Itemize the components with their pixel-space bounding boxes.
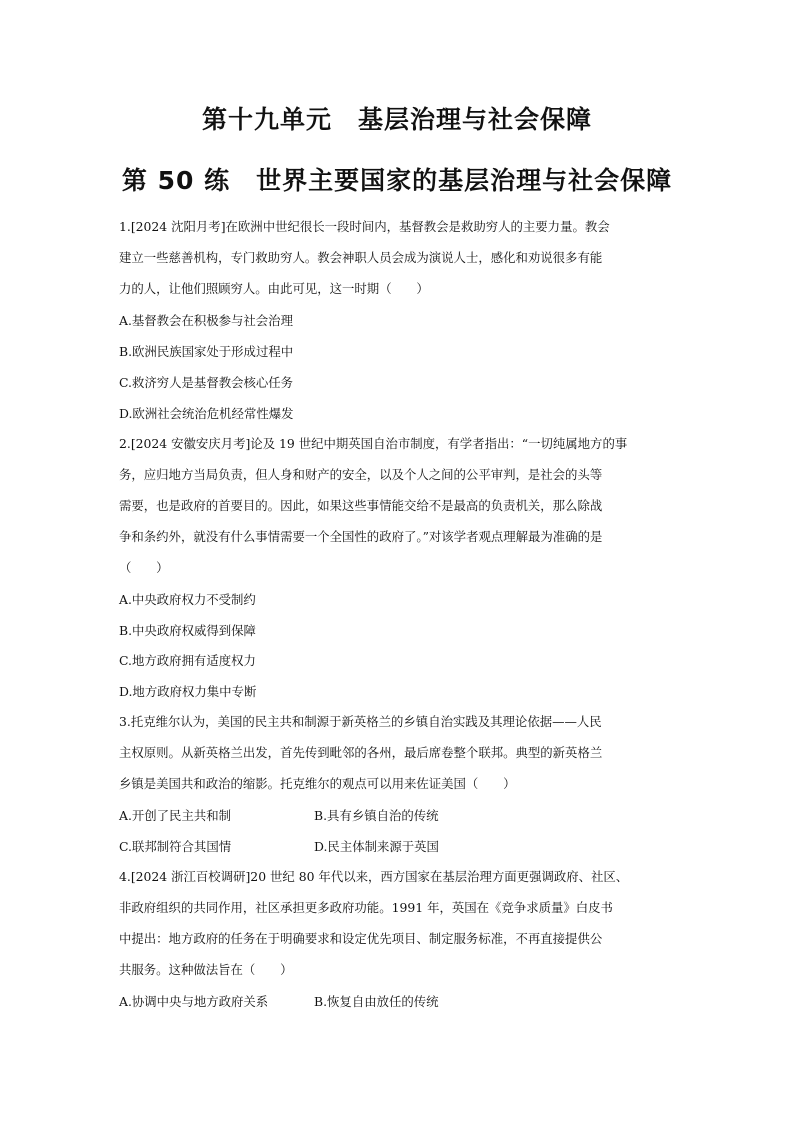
question-4-stem [119,861,675,985]
question-1-stem [119,211,675,304]
question-line: 力的人，让他们照顾穷人。由此可见，这一时期（ ） [119,281,429,296]
question-2-stem [119,428,675,583]
question-2-option-c: C.地方政府拥有适度权力 [119,653,256,668]
question-1-option-c: C.救济穷人是基督教会核心任务 [119,375,294,390]
question-3-option-b: B.具有乡镇自治的传统 [314,808,439,823]
question-line: 中提出：地方政府的任务在于明确要求和设定优先项目、制定服务标准，不再直接提供公 [119,931,603,946]
question-3-option-c: C.联邦制符合其国情 [119,839,232,854]
question-line: 4.[2024 浙江百校调研]20 世纪 80 年代以来，西方国家在基层治理方面更强调政府、社区、 [119,869,629,884]
question-line: 需要，也是政府的首要目的。因此，如果这些事情能交给不是最高的负责机关，那么除战 [119,498,603,513]
question-3-option-d: D.民主体制来源于英国 [314,839,439,854]
unit-title: 第十九单元 基层治理与社会保障 [201,105,592,134]
question-line: 1.[2024 沈阳月考]在欧洲中世纪很长一段时间内，基督教会是救助穷人的主要力量。教会 [119,219,610,234]
question-2-option-b: B.中央政府权威得到保障 [119,623,256,638]
question-line: 乡镇是美国共和政治的缩影。托克维尔的观点可以用来佐证美国（ ） [119,776,516,791]
question-line: 争和条约外，就没有什么事情需要一个全国性的政府了。”对该学者观点理解最为准确的是 [119,529,603,544]
lesson-title: 第 50 练 世界主要国家的基层治理与社会保障 [121,166,673,195]
question-3-option-a: A.开创了民主共和制 [119,808,232,823]
question-1-option-a: A.基督教会在积极参与社会治理 [119,313,293,328]
question-2-option-d: D.地方政府权力集中专断 [119,684,257,699]
question-line: 非政府组织的共同作用，社区承担更多政府功能。1991 年，英国在《竞争求质量》白皮书 [119,900,613,915]
question-line: 建立一些慈善机构，专门救助穷人。教会神职人员会成为演说人士，感化和劝说很多有能 [119,250,603,265]
question-line: 2.[2024 安徽安庆月考]论及 19 世纪中期英国自治市制度，有学者指出：“一切纯属地方的事 [119,436,628,451]
question-3-stem [119,706,675,799]
question-1-option-d: D.欧洲社会统治危机经常性爆发 [119,406,294,421]
question-line: 主权原则。从新英格兰出发，首先传到毗邻的各州，最后席卷整个联邦。典型的新英格兰 [119,745,603,760]
question-line: （ ） [119,560,169,575]
question-2-option-a: A.中央政府权力不受制约 [119,592,256,607]
question-line: 共服务。这种做法旨在（ ） [119,962,293,977]
question-4-option-a: A.协调中央与地方政府关系 [119,994,269,1009]
question-line: 3.托克维尔认为，美国的民主共和制源于新英格兰的乡镇自治实践及其理论依据——人民 [119,714,602,729]
question-1-option-b: B.欧洲民族国家处于形成过程中 [119,344,294,359]
question-4-option-b: B.恢复自由放任的传统 [314,994,439,1009]
question-line: 务，应归地方当局负责，但人身和财产的安全，以及个人之间的公平审判，是社会的头等 [119,467,603,482]
